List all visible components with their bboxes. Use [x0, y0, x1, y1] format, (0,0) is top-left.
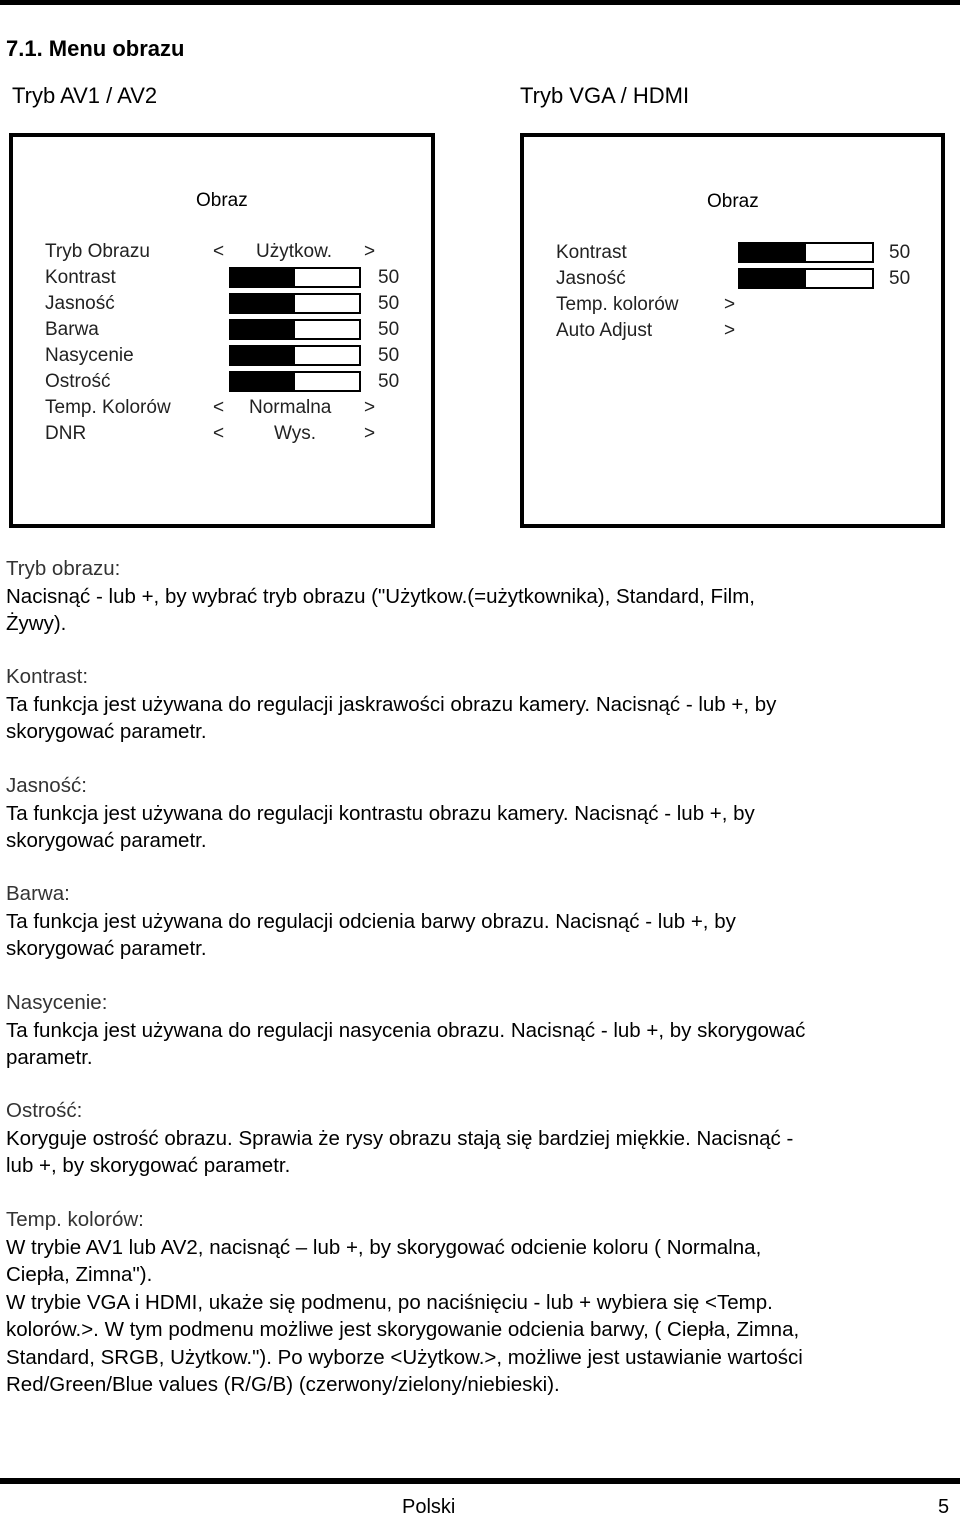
arrow-right-icon: >: [724, 320, 736, 341]
menu-label-nasycenie: Nasycenie: [45, 345, 134, 366]
menu-label-dnr: DNR: [45, 423, 87, 444]
arrow-right-icon: >: [364, 397, 376, 418]
menu-label-auto-adjust: Auto Adjust: [556, 320, 653, 341]
menu-label-ostrosc: Ostrość: [45, 371, 111, 392]
paragraph-temp-kolorow: [6, 1206, 946, 1399]
paragraph-line: Ta funkcja jest używana do regulacji odcienia barwy obrazu. Nacisnąć - lub +, by: [6, 909, 736, 933]
paragraph-line: skorygować parametr.: [6, 720, 207, 743]
slider-fill: [740, 244, 806, 261]
slider-jasnosc: [229, 293, 361, 314]
paragraph-heading: Barwa:: [6, 882, 70, 905]
menu-value-jasnosc: 50: [378, 293, 400, 314]
slider-barwa: [229, 319, 361, 340]
slider-kontrast: [738, 242, 874, 263]
paragraph-heading: Jasność:: [6, 774, 87, 797]
menu-value-nasycenie: 50: [378, 345, 400, 366]
menu-label-barwa: Barwa: [45, 319, 99, 340]
paragraph-line: skorygować parametr.: [6, 937, 207, 960]
arrow-right-icon: >: [364, 423, 376, 444]
menu-value-kontrast: 50: [378, 267, 400, 288]
slider-ostrosc: [229, 371, 361, 392]
menu-label-jasnosc: Jasność: [556, 268, 626, 289]
menu-label-kontrast: Kontrast: [45, 267, 116, 288]
paragraph-tryb-obrazu: [6, 555, 946, 638]
paragraph-line: lub +, by skorygować parametr.: [6, 1154, 291, 1177]
top-rule: [0, 0, 960, 5]
menu-value-kontrast: 50: [889, 242, 911, 263]
paragraph-nasycenie: [6, 989, 946, 1072]
paragraph-line: parametr.: [6, 1046, 93, 1069]
paragraph-line: W trybie VGA i HDMI, ukaże się podmenu, po naciśnięciu - lub + wybiera się <Temp.: [6, 1290, 773, 1314]
menu-value-barwa: 50: [378, 319, 400, 340]
paragraph-line: Ta funkcja jest używana do regulacji jaskrawości obrazu kamery. Nacisnąć - lub +, by: [6, 692, 777, 716]
arrow-right-icon: >: [364, 241, 376, 262]
slider-fill: [231, 373, 295, 390]
slider-fill: [740, 270, 806, 287]
arrow-left-icon: <: [213, 241, 225, 262]
slider-jasnosc: [738, 268, 874, 289]
paragraph-kontrast: [6, 663, 946, 746]
menu-value-dnr: Wys.: [274, 423, 317, 444]
menu-value-ostrosc: 50: [378, 371, 400, 392]
menu-value-tryb-obrazu: Użytkow.: [256, 241, 333, 262]
paragraph-ostrosc: [6, 1097, 946, 1180]
paragraph-line: Ciepła, Zimna").: [6, 1263, 153, 1286]
paragraph-line: Nacisnąć - lub +, by wybrać tryb obrazu ("Użytkow.(=użytkownika), Standard, Film,: [6, 584, 755, 608]
arrow-left-icon: <: [213, 397, 225, 418]
section-title: 7.1. Menu obrazu: [6, 36, 185, 61]
slider-nasycenie: [229, 345, 361, 366]
arrow-left-icon: <: [213, 423, 225, 444]
osd-panel-av-title: Obraz: [196, 190, 248, 211]
paragraph-line: kolorów.>. W tym podmenu możliwe jest skorygowanie odcienia barwy, ( Ciepła, Zimna,: [6, 1318, 800, 1341]
osd-panel-vga-hdmi-title: Obraz: [707, 191, 759, 212]
footer-rule: [0, 1478, 960, 1484]
menu-label-kontrast: Kontrast: [556, 242, 627, 263]
arrow-right-icon: >: [724, 294, 736, 315]
paragraph-heading: Nasycenie:: [6, 991, 108, 1014]
paragraph-line: Ta funkcja jest używana do regulacji nasycenia obrazu. Nacisnąć - lub +, by skorygować: [6, 1018, 806, 1042]
menu-value-temp-kolorow: Normalna: [249, 397, 332, 418]
paragraph-heading: Temp. kolorów:: [6, 1208, 144, 1231]
menu-label-temp-kolorow: Temp. Kolorów: [45, 397, 171, 418]
slider-fill: [231, 347, 295, 364]
paragraph-line: Koryguje ostrość obrazu. Sprawia że rysy obrazu stają się bardziej miękkie. Nacisnąć -: [6, 1126, 794, 1150]
paragraph-heading: Kontrast:: [6, 665, 89, 688]
paragraph-line: Żywy).: [6, 612, 67, 635]
slider-fill: [231, 321, 295, 338]
paragraph-heading: Ostrość:: [6, 1099, 83, 1122]
paragraph-line: Red/Green/Blue values (R/G/B) (czerwony/zielony/niebieski).: [6, 1373, 560, 1396]
mode-label-av: Tryb AV1 / AV2: [12, 83, 158, 108]
menu-value-jasnosc: 50: [889, 268, 911, 289]
menu-label-tryb-obrazu: Tryb Obrazu: [45, 241, 150, 262]
paragraph-jasnosc: [6, 772, 946, 855]
slider-fill: [231, 295, 295, 312]
paragraph-line: skorygować parametr.: [6, 829, 207, 852]
paragraph-line: Ta funkcja jest używana do regulacji kontrastu obrazu kamery. Nacisnąć - lub +, by: [6, 801, 755, 825]
menu-label-jasnosc: Jasność: [45, 293, 115, 314]
paragraph-barwa: [6, 880, 946, 963]
paragraph-heading: Tryb obrazu:: [6, 557, 121, 580]
paragraph-line: Standard, SRGB, Użytkow."). Po wyborze <Użytkow.>, możliwe jest ustawianie wartości: [6, 1345, 803, 1369]
paragraph-line: W trybie AV1 lub AV2, nacisnąć – lub +, by skorygować odcienie koloru ( Normalna,: [6, 1235, 762, 1259]
menu-label-temp-kolorow: Temp. kolorów: [556, 294, 679, 315]
slider-kontrast: [229, 267, 361, 288]
footer-language: Polski: [402, 1496, 456, 1518]
page-number: 5: [938, 1496, 950, 1518]
mode-label-vga-hdmi: Tryb VGA / HDMI: [520, 83, 690, 108]
slider-fill: [231, 269, 295, 286]
